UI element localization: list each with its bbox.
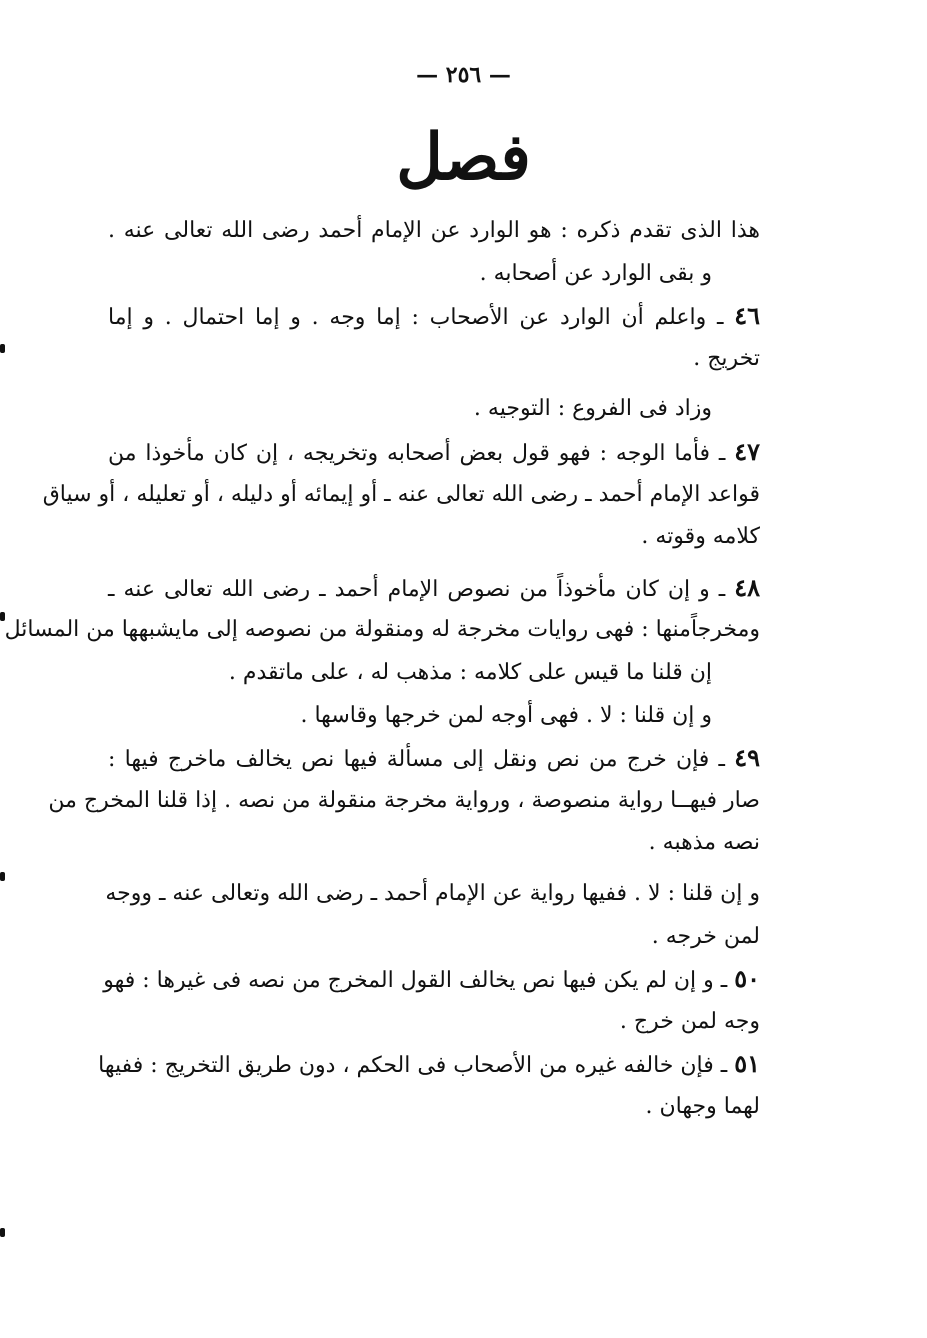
text-line: صار فيهــا رواية منصوصة ، ورواية مخرجة منقولة من نصه . إذا قلنا المخرج من [48,787,760,813]
text-line: إن قلنا ما قيس على كلامه : مذهب له ، على ماتقدم . [228,659,712,685]
paragraph-number: ٥٠ [734,964,760,994]
text-line: ومخرجاًمنها : فهى روايات مخرجة له ومنقولة من نصوصه إلى مايشبهها من المسائل [4,617,760,643]
text-line: وجه لمن خرج . [619,1008,760,1034]
text-line: قواعد الإمام أحمد ـ رضى الله تعالى عنه ـ أو إيمائه أو دليله ، أو تعليله ، أو سياق [42,481,760,507]
document-body [4,210,761,1128]
margin-mark [0,344,5,353]
text-line: لمن خرجه . [651,923,760,949]
text-line: نصه مذهبه . [648,830,760,856]
numbered-line: ٤٦ ـ واعلم أن الوارد عن الأصحاب : إما وجه . و إما احتمال . و إما [108,301,760,331]
numbered-line: ٥١ ـ فإن خالفه غيره من الأصحاب فى الحكم ، دون طريق التخريج : ففيها [98,1049,760,1079]
numbered-line: ٤٧ ـ فأما الوجه : فهو قول بعض أصحابه وتخريجه ، إن كان مأخوذا من [108,436,761,466]
numbered-line: ٥٠ ـ و إن لم يكن فيها نص يخالف القول المخرج من نصه فى غيرها : فهو [103,964,760,994]
margin-mark [0,872,5,881]
margin-mark [0,612,5,621]
text-line: و إن قلنا : لا . ففيها رواية عن الإمام أحمد ـ رضى الله وتعالى عنه ـ ووجه [105,880,760,906]
text-line: تخريج . [693,345,760,371]
paragraph-number: ٤٧ [734,436,761,466]
paragraph-number: ٥١ [734,1049,760,1079]
paragraph-number: ٤٩ [734,743,760,773]
page-number: — ٢٥٦ — [416,62,511,88]
text-line: كلامه وقوته . [641,524,760,550]
section-title: فصل [396,120,531,195]
paragraph-number: ٤٨ [734,572,761,602]
margin-mark [0,1228,5,1237]
text-line: وزاد فى الفروع : التوجيه . [473,396,712,422]
numbered-line: ٤٩ ـ فإن خرج من نص ونقل إلى مسألة فيها نص يخالف ماخرج فيها : [108,743,760,773]
paragraph-number: ٤٦ [734,301,760,331]
text-line: و بقى الوارد عن أصحابه . [479,260,712,286]
text-line: و إن قلنا : لا . فهى أوجه لمن خرجها وقاسها . [300,702,712,728]
text-line: لهما وجهان . [645,1093,760,1119]
numbered-line: ٤٨ ـ و إن كان مأخوذاً من نصوص الإمام أحمد ـ رضى الله تعالى عنه ـ [108,572,761,602]
text-line: هذا الذى تقدم ذكره : هو الوارد عن الإمام أحمد رضى الله تعالى عنه . [108,218,760,243]
